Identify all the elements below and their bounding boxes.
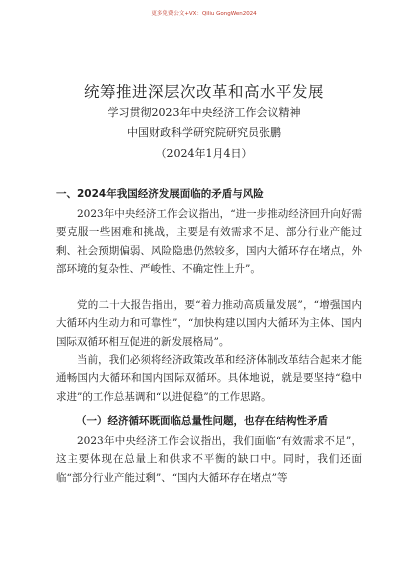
document-author: 中国财政科学研究院研究员张鹏	[127, 126, 281, 139]
paragraph: 当前，我们必须将经济政策改革和经济体制改革结合起来才能通畅国内大循环和国内国际双循环。具体地说，就是要坚持“稳中求进”的工作总基调和“以进促稳”的工作思路。	[56, 354, 362, 403]
document-date: （2024年1月4日）	[155, 147, 253, 160]
subsection-heading: （一）经济循环既面临总量性问题，也存在结构性矛盾	[76, 415, 328, 427]
paragraph: 党的二十大报告指出，要“着力推动高质量发展”，“增强国内大循环内生动力和可靠性”，“加快构建以国内大循环为主体、国内国际双循环相互促进的新发展格局”。	[56, 299, 362, 348]
document-title: 统筹推进深层次改革和高水平发展	[83, 83, 324, 101]
paragraph: 2023年中央经济工作会议指出，我们面临“有效需求不足”，这主要体现在总量上和供求不平衡的缺口中。同时，我们还面临“部分行业产能过剩”、“国内大循环存在堵点”等	[56, 435, 362, 484]
watermark-text: 更多免费公文+VX：Qiliu GongWen2024	[151, 11, 257, 17]
paragraph: 2023年中央经济工作会议指出，“进一步推动经济回升向好需要克服一些困难和挑战，主要是有效需求不足、部分行业产能过剩、社会预期偏弱、风险隐患仍然较多，国内大循环存在堵点，外部环境的复杂性、严峻性、不确定性上升”。	[56, 208, 362, 275]
document-subtitle: 学习贯彻2023年中央经济工作会议精神	[107, 106, 301, 119]
section-heading: 一、2024年我国经济发展面临的矛盾与风险	[56, 188, 264, 200]
